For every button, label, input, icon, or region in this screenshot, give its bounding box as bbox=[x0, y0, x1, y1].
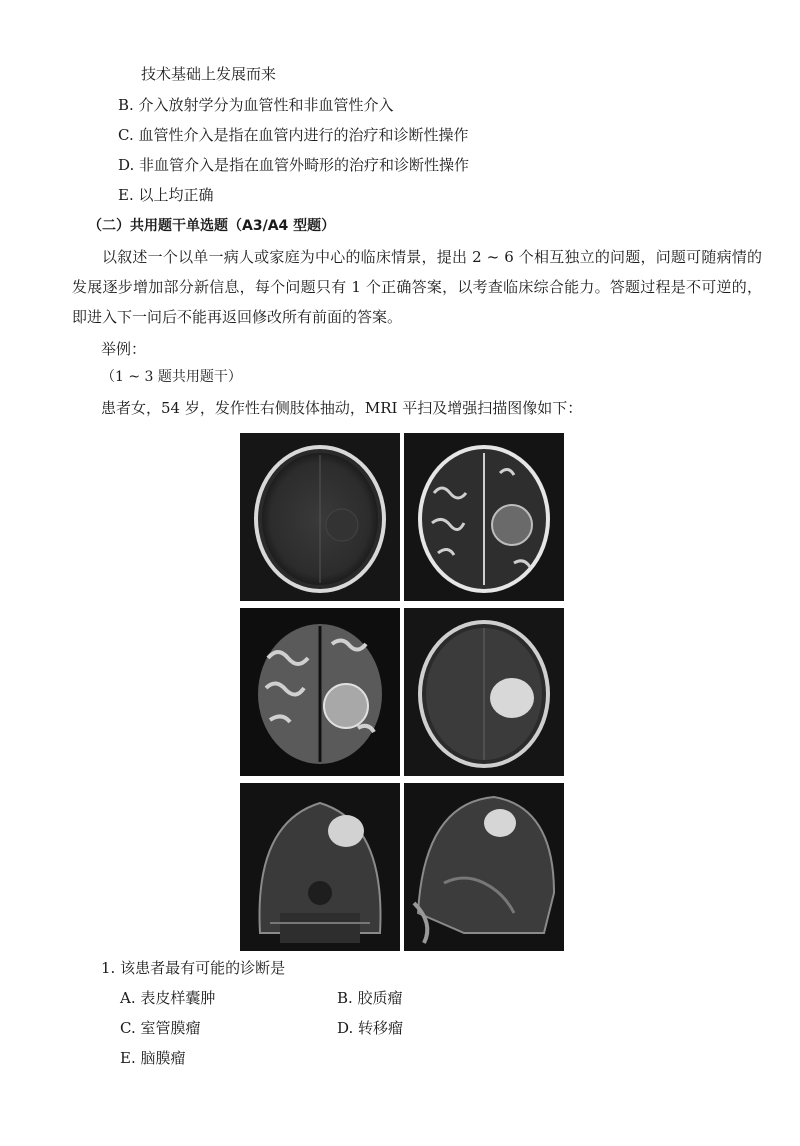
section-description-block bbox=[72, 242, 762, 332]
mri-sagittal-t1-contrast bbox=[404, 783, 564, 951]
question-option-e[interactable]: E. 脑膜瘤 bbox=[120, 1049, 186, 1067]
section-heading: （二）共用题干单选题（A3/A4 型题） bbox=[88, 218, 336, 234]
mri-axial-t1-contrast bbox=[404, 608, 564, 776]
question-option-a[interactable]: A. 表皮样囊肿 bbox=[120, 989, 216, 1007]
mri-figure bbox=[240, 433, 564, 951]
mri-axial-t1-plain bbox=[240, 433, 400, 601]
option-e: E. 以上均正确 bbox=[118, 186, 214, 204]
example-label: 举例： bbox=[101, 340, 147, 358]
question-option-d[interactable]: D. 转移瘤 bbox=[337, 1019, 404, 1037]
option-b: B. 介入放射学分为血管性和非血管性介入 bbox=[118, 96, 394, 114]
mri-coronal-t1-contrast bbox=[240, 783, 400, 951]
mri-axial-t2 bbox=[404, 433, 564, 601]
case-text: 患者女，54 岁，发作性右侧肢体抽动，MRI 平扫及增强扫描图像如下： bbox=[101, 399, 583, 417]
question-option-b[interactable]: B. 胶质瘤 bbox=[337, 989, 403, 1007]
question-stem: 1. 该患者最有可能的诊断是 bbox=[101, 959, 286, 977]
option-c: C. 血管性介入是指在血管内进行的治疗和诊断性操作 bbox=[118, 126, 469, 144]
shared-stem-label: （1 ~ 3 题共用题干） bbox=[101, 369, 242, 385]
option-d: D. 非血管介入是指在血管外畸形的治疗和诊断性操作 bbox=[118, 156, 470, 174]
question-option-c[interactable]: C. 室管膜瘤 bbox=[120, 1019, 201, 1037]
section-description: 以叙述一个以单一病人或家庭为中心的临床情景，提出 2 ~ 6 个相互独立的问题，问题可随病情的发展逐步增加部分新信息，每个问题只有 1 个正确答案，以考查临床综合能力。答题过程是不可逆的，即进入下一问后不能再返回修改所有前面的答案。 bbox=[72, 248, 762, 326]
mri-axial-flair bbox=[240, 608, 400, 776]
option-a-continuation: 技术基础上发展而来 bbox=[141, 65, 277, 83]
